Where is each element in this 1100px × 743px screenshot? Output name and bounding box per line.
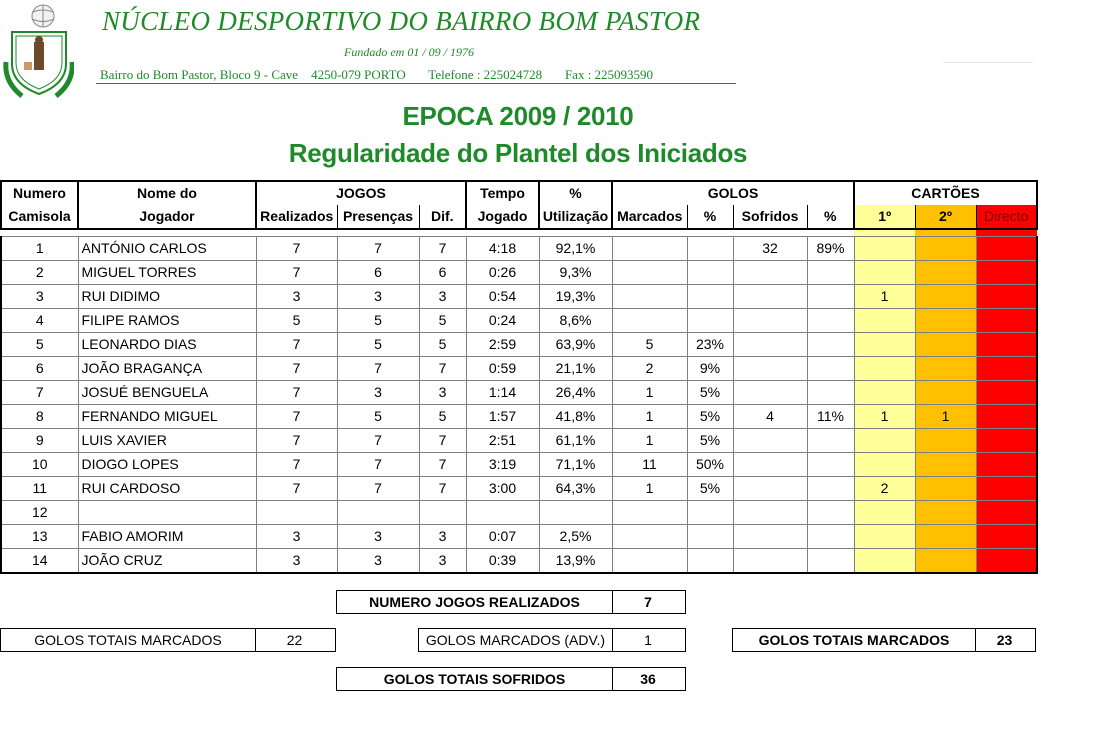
time-played: 0:24 bbox=[466, 309, 539, 333]
utilization: 92,1% bbox=[539, 237, 612, 261]
goals-conceded bbox=[733, 285, 807, 309]
table-row bbox=[1, 285, 1037, 309]
time-played: 0:39 bbox=[466, 549, 539, 574]
games-present: 7 bbox=[337, 237, 419, 261]
player-name: JOÃO CRUZ bbox=[78, 549, 256, 574]
games-played: 7 bbox=[256, 429, 337, 453]
games-present: 5 bbox=[337, 405, 419, 429]
goals-scored bbox=[612, 309, 687, 333]
utilization bbox=[539, 501, 612, 525]
games-dif: 7 bbox=[419, 429, 466, 453]
card-first bbox=[854, 453, 915, 477]
time-played: 4:18 bbox=[466, 237, 539, 261]
card-second bbox=[915, 285, 976, 309]
goals-scored: 1 bbox=[612, 381, 687, 405]
card-first bbox=[854, 381, 915, 405]
goals-conceded bbox=[733, 357, 807, 381]
goals-scored-pct bbox=[687, 285, 733, 309]
table-row bbox=[1, 237, 1037, 261]
player-number: 2 bbox=[1, 261, 78, 285]
squad-table bbox=[0, 180, 1038, 574]
goals-scored-pct: 5% bbox=[687, 429, 733, 453]
card-second bbox=[915, 357, 976, 381]
goals-conceded: 32 bbox=[733, 237, 807, 261]
card-first: 1 bbox=[854, 285, 915, 309]
player-number: 4 bbox=[1, 309, 78, 333]
faint-divider bbox=[943, 62, 1033, 63]
player-name: FERNANDO MIGUEL bbox=[78, 405, 256, 429]
games-present: 3 bbox=[337, 525, 419, 549]
card-direct bbox=[976, 549, 1037, 574]
col-sofridos: Sofridos bbox=[733, 205, 807, 229]
goals-conceded-pct: 89% bbox=[807, 237, 854, 261]
card-direct bbox=[976, 309, 1037, 333]
card-second bbox=[915, 333, 976, 357]
header-row-1 bbox=[1, 181, 1037, 205]
table-row bbox=[1, 381, 1037, 405]
goals-scored bbox=[612, 261, 687, 285]
club-name: NÚCLEO DESPORTIVO DO BAIRRO BOM PASTOR bbox=[102, 6, 701, 36]
goals-scored-pct: 9% bbox=[687, 357, 733, 381]
table-row bbox=[1, 453, 1037, 477]
player-number: 14 bbox=[1, 549, 78, 574]
col-pct-sofridos: % bbox=[807, 205, 854, 229]
goals-scored-pct: 23% bbox=[687, 333, 733, 357]
games-played: 3 bbox=[256, 285, 337, 309]
phone: Telefone : 225024728 bbox=[428, 67, 543, 82]
goals-scored-pct bbox=[687, 525, 733, 549]
table-row bbox=[1, 357, 1037, 381]
time-played: 0:54 bbox=[466, 285, 539, 309]
col-dif: Dif. bbox=[419, 205, 466, 229]
player-number: 13 bbox=[1, 525, 78, 549]
games-dif: 7 bbox=[419, 357, 466, 381]
card-direct bbox=[976, 405, 1037, 429]
table-row bbox=[1, 477, 1037, 501]
player-number: 7 bbox=[1, 381, 78, 405]
games-dif: 3 bbox=[419, 381, 466, 405]
games-present: 7 bbox=[337, 453, 419, 477]
card-direct bbox=[976, 261, 1037, 285]
goals-conceded-pct bbox=[807, 261, 854, 285]
card-direct bbox=[976, 285, 1037, 309]
player-name: RUI CARDOSO bbox=[78, 477, 256, 501]
player-number: 9 bbox=[1, 429, 78, 453]
time-played: 2:59 bbox=[466, 333, 539, 357]
games-dif: 5 bbox=[419, 309, 466, 333]
goals-conceded-pct bbox=[807, 333, 854, 357]
time-played: 0:59 bbox=[466, 357, 539, 381]
col-camisola: Camisola bbox=[1, 205, 78, 229]
goals-scored: 1 bbox=[612, 405, 687, 429]
games-played: 7 bbox=[256, 453, 337, 477]
card-second bbox=[915, 261, 976, 285]
utilization: 26,4% bbox=[539, 381, 612, 405]
utilization: 63,9% bbox=[539, 333, 612, 357]
goals-scored: 2 bbox=[612, 357, 687, 381]
time-played bbox=[466, 501, 539, 525]
games-dif: 3 bbox=[419, 525, 466, 549]
time-played: 3:00 bbox=[466, 477, 539, 501]
goals-conceded-pct bbox=[807, 525, 854, 549]
games-dif: 7 bbox=[419, 237, 466, 261]
time-played: 1:57 bbox=[466, 405, 539, 429]
postal-code: 4250-079 PORTO bbox=[311, 67, 406, 82]
utilization: 61,1% bbox=[539, 429, 612, 453]
utilization: 19,3% bbox=[539, 285, 612, 309]
table-row bbox=[1, 309, 1037, 333]
player-number: 1 bbox=[1, 237, 78, 261]
goals-conceded bbox=[733, 549, 807, 574]
goals-conceded-pct bbox=[807, 429, 854, 453]
table-row bbox=[1, 429, 1037, 453]
card-direct bbox=[976, 357, 1037, 381]
golos-totais-label: GOLOS TOTAIS MARCADOS bbox=[732, 628, 976, 652]
player-name: LEONARDO DIAS bbox=[78, 333, 256, 357]
games-dif bbox=[419, 501, 466, 525]
golos-sofridos-label: GOLOS TOTAIS SOFRIDOS bbox=[336, 667, 613, 691]
games-played: 7 bbox=[256, 261, 337, 285]
time-played: 0:26 bbox=[466, 261, 539, 285]
card-first bbox=[854, 237, 915, 261]
goals-scored-pct: 5% bbox=[687, 381, 733, 405]
card-direct bbox=[976, 501, 1037, 525]
goals-scored-pct: 50% bbox=[687, 453, 733, 477]
col-card-2: 2º bbox=[915, 205, 976, 229]
goals-scored-pct bbox=[687, 261, 733, 285]
col-jogador: Jogador bbox=[78, 205, 256, 229]
table-row bbox=[1, 261, 1037, 285]
col-cartoes: CARTÕES bbox=[854, 181, 1037, 205]
table-row bbox=[1, 405, 1037, 429]
card-first bbox=[854, 261, 915, 285]
goals-conceded bbox=[733, 477, 807, 501]
games-present bbox=[337, 501, 419, 525]
games-present: 5 bbox=[337, 333, 419, 357]
time-played: 1:14 bbox=[466, 381, 539, 405]
col-numero: Numero bbox=[1, 181, 78, 205]
card-first: 2 bbox=[854, 477, 915, 501]
col-card-1: 1º bbox=[854, 205, 915, 229]
time-played: 2:51 bbox=[466, 429, 539, 453]
card-second bbox=[915, 237, 976, 261]
utilization: 8,6% bbox=[539, 309, 612, 333]
time-played: 3:19 bbox=[466, 453, 539, 477]
utilization: 71,1% bbox=[539, 453, 612, 477]
player-name bbox=[78, 501, 256, 525]
table-row bbox=[1, 333, 1037, 357]
jogos-realizados-label: NUMERO JOGOS REALIZADOS bbox=[336, 590, 613, 614]
golos-marcados-value: 22 bbox=[254, 628, 336, 652]
utilization: 13,9% bbox=[539, 549, 612, 574]
player-name: DIOGO LOPES bbox=[78, 453, 256, 477]
player-name: FILIPE RAMOS bbox=[78, 309, 256, 333]
games-present: 3 bbox=[337, 549, 419, 574]
col-card-directo: Directo bbox=[976, 205, 1037, 229]
games-played: 7 bbox=[256, 333, 337, 357]
goals-conceded-pct bbox=[807, 357, 854, 381]
jogos-realizados-value: 7 bbox=[611, 590, 686, 614]
address-line bbox=[100, 67, 653, 83]
games-dif: 7 bbox=[419, 453, 466, 477]
goals-scored-pct: 5% bbox=[687, 477, 733, 501]
header-divider bbox=[96, 83, 736, 84]
player-number: 8 bbox=[1, 405, 78, 429]
card-first bbox=[854, 549, 915, 574]
goals-scored-pct bbox=[687, 501, 733, 525]
col-realizados: Realizados bbox=[256, 205, 337, 229]
col-pct-marcados: % bbox=[687, 205, 733, 229]
goals-conceded bbox=[733, 453, 807, 477]
card-second bbox=[915, 525, 976, 549]
player-number: 10 bbox=[1, 453, 78, 477]
golos-adv-label: GOLOS MARCADOS (ADV.) bbox=[418, 628, 613, 652]
games-present: 3 bbox=[337, 285, 419, 309]
goals-conceded-pct bbox=[807, 501, 854, 525]
goals-scored: 11 bbox=[612, 453, 687, 477]
card-second bbox=[915, 309, 976, 333]
games-present: 6 bbox=[337, 261, 419, 285]
card-second bbox=[915, 453, 976, 477]
col-tempo: Tempo bbox=[466, 181, 539, 205]
card-second bbox=[915, 381, 976, 405]
col-nome: Nome do bbox=[78, 181, 256, 205]
golos-totais-value: 23 bbox=[974, 628, 1036, 652]
page-subtitle: Regularidade do Plantel dos Iniciados bbox=[288, 138, 748, 168]
card-direct bbox=[976, 381, 1037, 405]
games-played: 7 bbox=[256, 357, 337, 381]
col-presencas: Presenças bbox=[337, 205, 419, 229]
goals-scored: 1 bbox=[612, 477, 687, 501]
golos-sofridos-value: 36 bbox=[611, 667, 686, 691]
games-present: 5 bbox=[337, 309, 419, 333]
card-first bbox=[854, 501, 915, 525]
goals-conceded-pct bbox=[807, 309, 854, 333]
utilization: 41,8% bbox=[539, 405, 612, 429]
player-name: JOÃO BRAGANÇA bbox=[78, 357, 256, 381]
col-jogado: Jogado bbox=[466, 205, 539, 229]
card-second bbox=[915, 429, 976, 453]
goals-scored-pct bbox=[687, 549, 733, 574]
games-dif: 6 bbox=[419, 261, 466, 285]
goals-conceded bbox=[733, 381, 807, 405]
player-number: 11 bbox=[1, 477, 78, 501]
games-played: 7 bbox=[256, 381, 337, 405]
fax: Fax : 225093590 bbox=[564, 67, 654, 82]
games-present: 7 bbox=[337, 429, 419, 453]
goals-conceded: 4 bbox=[733, 405, 807, 429]
games-dif: 7 bbox=[419, 477, 466, 501]
card-direct bbox=[976, 453, 1037, 477]
goals-scored-pct bbox=[687, 237, 733, 261]
player-name: ANTÓNIO CARLOS bbox=[78, 237, 256, 261]
games-played: 7 bbox=[256, 237, 337, 261]
card-second bbox=[915, 549, 976, 574]
games-dif: 5 bbox=[419, 333, 466, 357]
card-direct bbox=[976, 429, 1037, 453]
table-row bbox=[1, 549, 1037, 574]
goals-scored bbox=[612, 549, 687, 574]
col-marcados: Marcados bbox=[612, 205, 687, 229]
card-first bbox=[854, 309, 915, 333]
table-row bbox=[1, 525, 1037, 549]
separator-row bbox=[1, 229, 1037, 237]
golos-marcados-label: GOLOS TOTAIS MARCADOS bbox=[0, 628, 256, 652]
club-logo bbox=[2, 2, 74, 102]
goals-conceded bbox=[733, 429, 807, 453]
games-present: 7 bbox=[337, 357, 419, 381]
player-number: 5 bbox=[1, 333, 78, 357]
goals-conceded-pct: 11% bbox=[807, 405, 854, 429]
card-first bbox=[854, 357, 915, 381]
player-number: 6 bbox=[1, 357, 78, 381]
card-first: 1 bbox=[854, 405, 915, 429]
goals-conceded-pct bbox=[807, 285, 854, 309]
goals-scored-pct bbox=[687, 309, 733, 333]
goals-conceded-pct bbox=[807, 477, 854, 501]
goals-conceded bbox=[733, 261, 807, 285]
goals-conceded bbox=[733, 501, 807, 525]
games-played: 7 bbox=[256, 477, 337, 501]
games-dif: 3 bbox=[419, 549, 466, 574]
card-first bbox=[854, 333, 915, 357]
games-present: 3 bbox=[337, 381, 419, 405]
card-direct bbox=[976, 333, 1037, 357]
utilization: 21,1% bbox=[539, 357, 612, 381]
golos-adv-value: 1 bbox=[611, 628, 686, 652]
card-direct bbox=[976, 477, 1037, 501]
player-number: 3 bbox=[1, 285, 78, 309]
games-dif: 5 bbox=[419, 405, 466, 429]
card-direct bbox=[976, 525, 1037, 549]
utilization: 2,5% bbox=[539, 525, 612, 549]
goals-conceded bbox=[733, 525, 807, 549]
games-played: 5 bbox=[256, 309, 337, 333]
card-second: 1 bbox=[915, 405, 976, 429]
games-played: 3 bbox=[256, 549, 337, 574]
col-jogos: JOGOS bbox=[256, 181, 466, 205]
goals-scored bbox=[612, 285, 687, 309]
table-row bbox=[1, 501, 1037, 525]
goals-conceded-pct bbox=[807, 381, 854, 405]
goals-conceded-pct bbox=[807, 453, 854, 477]
goals-scored: 1 bbox=[612, 429, 687, 453]
time-played: 0:07 bbox=[466, 525, 539, 549]
header-row-2 bbox=[1, 205, 1037, 229]
player-number: 12 bbox=[1, 501, 78, 525]
card-direct bbox=[976, 237, 1037, 261]
founded-date: Fundado em 01 / 09 / 1976 bbox=[344, 45, 474, 59]
games-dif: 3 bbox=[419, 285, 466, 309]
season-title: EPOCA 2009 / 2010 bbox=[402, 101, 634, 131]
card-first bbox=[854, 525, 915, 549]
card-second bbox=[915, 477, 976, 501]
address: Bairro do Bom Pastor, Bloco 9 - Cave bbox=[100, 67, 299, 82]
col-golos: GOLOS bbox=[612, 181, 854, 205]
goals-conceded bbox=[733, 309, 807, 333]
games-present: 7 bbox=[337, 477, 419, 501]
player-name: FABIO AMORIM bbox=[78, 525, 256, 549]
goals-scored bbox=[612, 501, 687, 525]
goals-conceded bbox=[733, 333, 807, 357]
goals-scored bbox=[612, 237, 687, 261]
utilization: 9,3% bbox=[539, 261, 612, 285]
goals-scored-pct: 5% bbox=[687, 405, 733, 429]
player-name: RUI DIDIMO bbox=[78, 285, 256, 309]
goals-scored bbox=[612, 525, 687, 549]
col-pct: % bbox=[539, 181, 612, 205]
games-played: 7 bbox=[256, 405, 337, 429]
games-played: 3 bbox=[256, 525, 337, 549]
player-name: LUIS XAVIER bbox=[78, 429, 256, 453]
goals-conceded-pct bbox=[807, 549, 854, 574]
player-name: MIGUEL TORRES bbox=[78, 261, 256, 285]
goals-scored: 5 bbox=[612, 333, 687, 357]
player-name: JOSUÉ BENGUELA bbox=[78, 381, 256, 405]
card-first bbox=[854, 429, 915, 453]
games-played bbox=[256, 501, 337, 525]
card-second bbox=[915, 501, 976, 525]
col-utilizacao: Utilização bbox=[539, 205, 612, 229]
utilization: 64,3% bbox=[539, 477, 612, 501]
